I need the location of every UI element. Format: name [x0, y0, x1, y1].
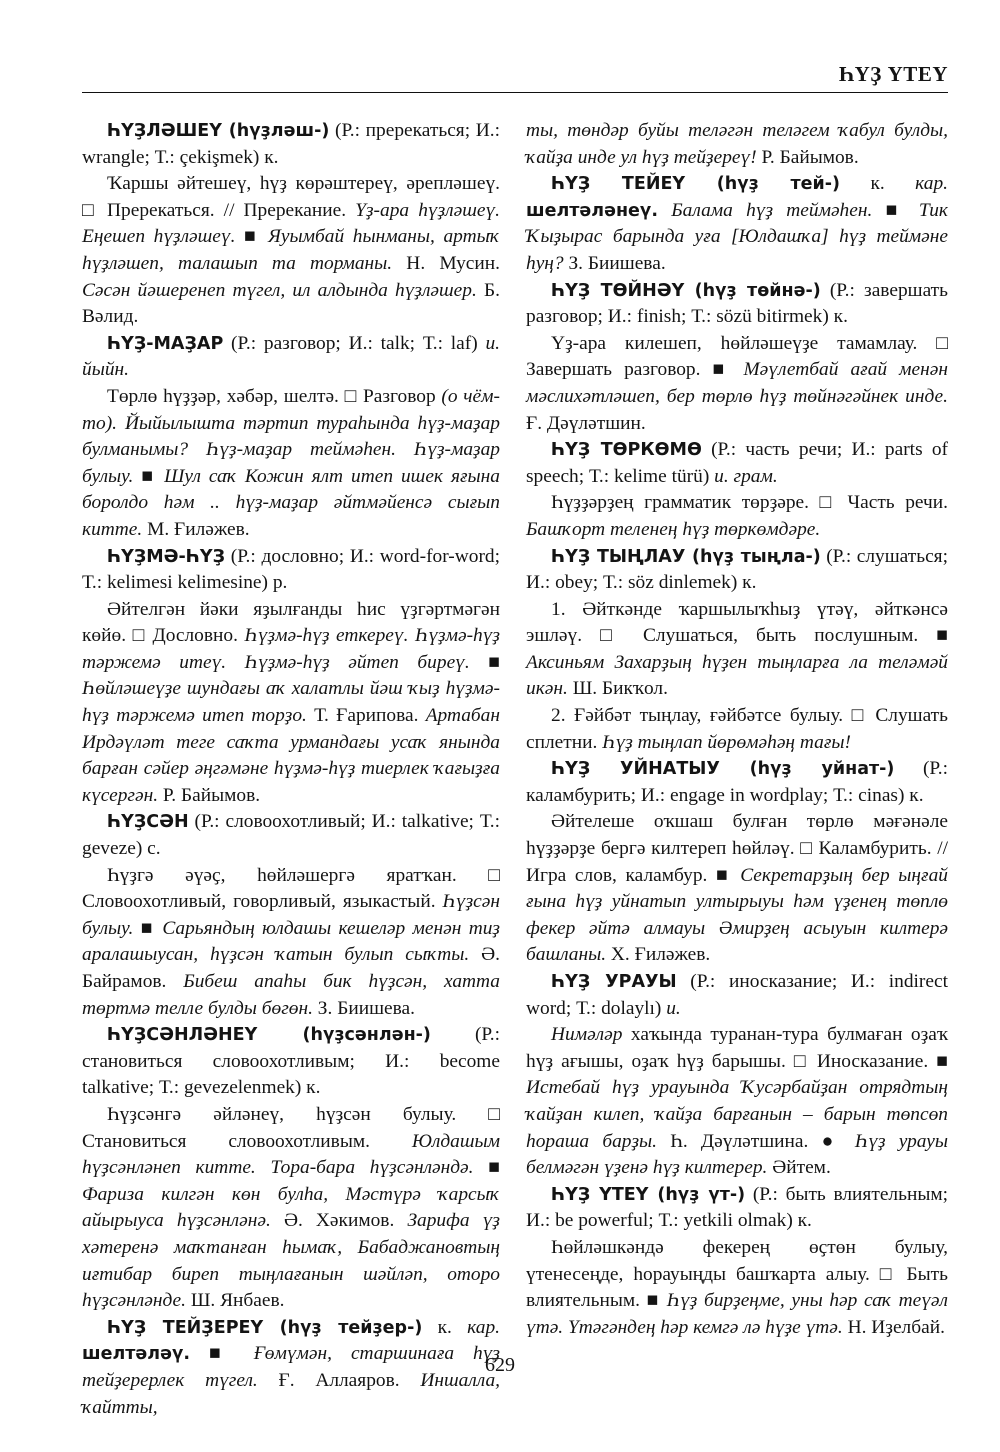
dictionary-entry-paragraph: [526, 118, 948, 171]
dictionary-entry-paragraph: [526, 331, 948, 437]
entry-text: Һүҙсәнгә әйләнеү, һүҙсән булыу. □ Становиться словоохотливым.: [82, 1103, 500, 1152]
dictionary-entry-paragraph: [82, 384, 500, 544]
entry-source: Р. Байымов.: [756, 146, 859, 168]
entry-italic-text: Һүҙ тыңлап йөрөмәһәң тағы!: [602, 731, 851, 753]
entry-text: Һүҙҙәрҙең грамматик төрҙәре. □ Часть речи.: [551, 492, 948, 514]
entry-text: Ҡаршы әйтешеү, һүҙ көрәштереү, әрепләшеү. □ Пререкаться. // Пререкание.: [82, 173, 500, 221]
headword: ҺҮҘ ТЫҢЛАУ (һүҙ тыңла-): [551, 546, 821, 567]
dictionary-entry-headword-line: [82, 118, 500, 171]
entry-source: Ә. Хәкимов.: [270, 1210, 408, 1232]
dictionary-entry-headword-line: [526, 437, 948, 490]
header-rule: [82, 92, 948, 93]
entry-source: Ә. Байрамов.: [82, 944, 500, 992]
entry-source: З. Биишева.: [312, 997, 415, 1019]
dictionary-entry-headword-line: [82, 544, 500, 597]
entry-italic-text: ■ Һүҙ бирҙеңме, уны һәр саҡ теүәл үтә. Үтәгәндең һәр кемгә лә һүҙе үтә.: [526, 1290, 948, 1338]
entry-text: Әйтелгән йәки яҙылғанды һис үҙгәртмәгән көйө. □ Дословно.: [82, 598, 500, 647]
dictionary-entry-paragraph: [526, 809, 948, 969]
entry-source: Ғ. Дәүләтшин.: [526, 412, 646, 434]
entry-italic-text: ● Һүҙ урауы белмәгән үҙенә һүҙ килтерер.: [526, 1130, 948, 1179]
dictionary-entry-paragraph: [82, 171, 500, 331]
entry-text: (Р.: разговор; И.: talk; Т.: laf): [223, 332, 486, 354]
entry-text: (Р.: завершать разговор; И.: finish; Т.: sözü bitirmek) к.: [526, 279, 949, 328]
entry-source: Б. Вәлид.: [82, 279, 500, 328]
entry-source: Т. Ғарипова.: [306, 705, 426, 727]
entry-source: З. Биишева.: [563, 252, 666, 274]
dictionary-entry-headword-line: [526, 1182, 948, 1235]
entry-text: (Р.: каламбурить; И.: engage in wordplay; Т.: cinas) к.: [526, 758, 949, 806]
entry-text: к.: [840, 173, 916, 195]
headword: ҺҮҘ УЙНАТЫУ (һүҙ уйнат-): [551, 759, 895, 780]
dictionary-entry-paragraph: [526, 1235, 948, 1341]
entry-source: Х. Ғиләжев.: [606, 944, 711, 966]
entry-text: Һүҙгә әүәҫ, һөйләшергә яратҡан. □ Словоохотливый, говорливый, языкастый.: [82, 864, 500, 913]
headword: ҺҮҘ УРАУЫ: [551, 972, 677, 992]
entry-text: 1. Әйткәнде ҡаршылыҡһыҙ үтәү, әйткәнсә эшләү. □ Слушаться, быть послушным.: [526, 598, 948, 647]
dictionary-entry-paragraph: [526, 490, 948, 543]
page-number: 629: [485, 1354, 515, 1376]
dictionary-entry-paragraph: [526, 597, 948, 703]
headword: ҺҮҘ ТЕЙЕҮ (һүҙ тей-): [551, 174, 841, 195]
left-column: [82, 118, 500, 1421]
entry-italic-text: и. грам.: [714, 465, 778, 487]
entry-text: (Р.: дословно; И.: word-for-word; Т.: kelimesi kelimesine) р.: [82, 545, 500, 594]
entry-text: Әйтелеше оҡшаш булған төрлө мәғәнәле һүҙҙәрҙе бергә килтереп һөйләү. □ Каламбурить. // Игра слов, каламбур.: [526, 811, 948, 886]
dictionary-entry-headword-line: [526, 278, 948, 331]
entry-text: (Р.: часть речи; И.: parts of speech; Т.: kelime türü): [526, 439, 948, 487]
entry-text: (Р.: слушаться; И.: obey; Т.: söz dinlemek) к.: [526, 545, 948, 594]
entry-text: (Р.: иносказание; И.: indirect word; Т.: dolaylı): [526, 971, 948, 1019]
headword: ҺҮҘСӘНЛӘНЕҮ (һүҙсәнлән-): [107, 1025, 431, 1046]
entry-italic-text: Һүҙмә-һүҙ еткереү. Һүҙмә-һүҙ тәржемә итеү. Һүҙмә-һүҙ әйтеп биреү. ■ Һөйләшеүҙе шундағы аҡ халатлы йәш ҡыҙ һүҙмә-һүҙ тәржемә итеп торҙо.: [82, 625, 500, 727]
entry-source: Һ. Дәүләтшина.: [657, 1130, 822, 1152]
entry-italic-text: Балама һүҙ теймәһен. ■ Тик Ҡыҙырас барында уға [Юлдашҡа] һүҙ теймәне һуң?: [526, 199, 948, 274]
entry-italic-text: Иншалла, ҡайтты,: [82, 1369, 500, 1418]
entry-text: (Р.: пререкаться; И.: wrangle; Т.: çekişmek) к.: [82, 120, 500, 168]
entry-source: Ш. Бикҡол.: [567, 678, 668, 700]
dictionary-entry-paragraph: [526, 1022, 948, 1182]
entry-source: Ш. Янбаев.: [185, 1290, 285, 1312]
entry-italic-text: Зарифа үҙ хәтеренә маҡтанған һымаҡ, Бабаджановтың иғтибар биреп тыңлағанын шәйләп, оторо һүҙсәнләнде.: [82, 1210, 500, 1312]
entry-text: к.: [422, 1316, 468, 1338]
dictionary-entry-paragraph: [82, 863, 500, 1023]
entry-source: Н. Мусин.: [392, 252, 500, 274]
entry-source: Әйтем.: [767, 1157, 831, 1179]
entry-italic-text: Юлдашым һүҙсәнләнеп китте. Тора-бара һүҙсәнләндә. ■ Фариза килгән көн булһа, Мәстүрә ҡарсыҡ айырыуса һүҙсәнләнә.: [82, 1130, 500, 1232]
entry-text: (Р.: становиться словоохотливым; И.: become talkative; Т.: gevezelenmek) к.: [82, 1024, 501, 1099]
entry-italic-text: Башҡорт теленең һүҙ төркөмдәре.: [526, 518, 821, 540]
dictionary-entry-headword-line: [526, 969, 948, 1022]
entry-text: (Р.: словоохотливый; И.: talkative; Т.: geveze) с.: [82, 811, 500, 860]
entry-source: Н. Иҙелбай.: [842, 1316, 945, 1338]
dictionary-entry-headword-line: [82, 331, 500, 384]
entry-text: Төрлө һүҙҙәр, хәбәр, шелтә. □ Разговор: [107, 385, 442, 407]
headword: ҺҮҘ ТӨЙНӘҮ (һүҙ төйнә-): [551, 280, 821, 301]
entry-bold-text: шелтәләү.: [82, 1344, 191, 1365]
entry-italic-text: ты, төндәр буйы теләгән теләгем ҡабул булды, ҡайҙа инде ул һүҙ тейҙереү!: [526, 120, 948, 168]
right-column: [526, 118, 948, 1341]
entry-italic-text: кар.: [467, 1316, 500, 1338]
entry-italic-text: Нимәләр: [551, 1024, 623, 1046]
entry-italic-text: и.: [666, 997, 681, 1019]
entry-text: (Р.: быть влиятельным; И.: be powerful; Т.: yetkili olmak) к.: [526, 1183, 949, 1232]
headword: ҺҮҘЛӘШЕҮ (һүҙләш-): [107, 121, 330, 141]
entry-italic-text: (о чём-то). Йыйылышта тәртип тураһында һүҙ-маҙар булманымы? Һүҙ-маҙар теймәһен. Һүҙ-маҙар булыу. ■ Шул саҡ Кожин ялт итеп ишек яғына боролдо һәм .. һүҙ-маҙар әйтмәйенсә сығып китте.: [82, 385, 500, 540]
headword: ҺҮҘ-МАҘАР: [107, 333, 224, 354]
entry-source: хаҡында туранан-тура булмаған оҙаҡ һүҙ ағышы, оҙаҡ һүҙ барышы. □ Иносказание.: [526, 1024, 948, 1072]
headword: ҺҮҘ ҮТЕҮ (һүҙ үт-): [551, 1184, 746, 1205]
entry-italic-text: Бибеш апаһы бик һүҙсән, хатта төртмә телле булды бөгөн.: [82, 971, 500, 1019]
headword: ҺҮҘ ТЕЙҘЕРЕҮ (һүҙ тейҙер-): [107, 1317, 423, 1338]
entry-italic-text: и. йыйн.: [82, 332, 500, 381]
entry-text: Һөйләшкәндә фекерең өҫтөн булыу, үтенесеңде, һорауыңды башҡарта алыу. □ Быть влиятельным.: [526, 1236, 948, 1312]
dictionary-entry-paragraph: [82, 597, 500, 810]
dictionary-entry-headword-line: [526, 756, 948, 809]
entry-bold-text: шелтәләнеү.: [526, 200, 658, 221]
entry-italic-text: ■ Секретарҙың бер ыңғай ғына һүҙ уйнатып ултырыуы һәм үҙенең төплө фекер әйтә алмауы Әмирҙең асыуын килтерә башланы.: [526, 864, 948, 966]
headword: ҺҮҘСӘН: [107, 812, 189, 833]
entry-italic-text: ■ Ғөмүмән, старшинаға һүҙ тейҙерерлек түгел.: [82, 1343, 500, 1391]
dictionary-entry-headword-line: [82, 809, 500, 862]
entry-italic-text: ■ Истебай һүҙ урауында Ҡусәрбайҙан отрядтың ҡайҙан килеп, ҡайҙа барғанын – барын төпсөп һораша барҙы.: [526, 1050, 948, 1152]
dictionary-entry-headword-line: [82, 1022, 500, 1102]
entry-italic-text: ■ Мәүлетбай ағай менән мәслихәтләшеп, бер төрлө һүҙ төйнәгәйнек инде.: [526, 359, 948, 407]
entry-italic-text: Артабан Ирдәүләт теге саҡта урмандағы усаҡ янында барған сәйер әңгәмәне һүҙмә-һүҙ тиерлек ҡағыҙға күсергән.: [82, 705, 500, 806]
dictionary-entry-headword-line: [526, 544, 948, 597]
headword: ҺҮҘ ТӨРКӨМӨ: [551, 440, 702, 461]
running-head: ҺҮҘ ҮТЕҮ: [838, 62, 948, 86]
entry-italic-text: Һүҙсән булыу. ■ Сарьяндың юлдашы кешеләр менән тиҙ аралашыусан, һүҙсән ҡатын булып сыҡты.: [82, 891, 500, 966]
entry-italic-text: ■ Аксиньям Захарҙың һүҙен тыңларға ла теләмәй икән.: [526, 625, 948, 700]
entry-text: 2. Ғәйбәт тыңлау, ғәйбәтсе булыу. □ Слушать сплетни.: [526, 705, 948, 753]
entry-italic-text: кар.: [915, 173, 948, 195]
dictionary-entry-paragraph: [526, 703, 948, 756]
entry-text: Үҙ-ара килешеп, һөйләшеүҙе тамамлау. □ Завершать разговор.: [526, 332, 948, 381]
dictionary-entry-paragraph: [82, 1102, 500, 1315]
dictionary-entry-headword-line: [526, 171, 948, 277]
entry-source: М. Ғиләжев.: [142, 518, 250, 540]
entry-italic-text: Сәсән йәшеренеп түгел, ил алдында һүҙләшер.: [82, 279, 477, 301]
headword: ҺҮҘМӘ-ҺҮҘ: [107, 546, 226, 567]
entry-source: Ғ. Аллаяров.: [257, 1369, 421, 1391]
entry-source: Р. Байымов.: [158, 784, 261, 806]
entry-italic-text: Үҙ-ара һүҙләшеү. Еңешеп һүҙләшеү. ■ Яуымбай һынманы, артыҡ һүҙләшеп, талашып та торманы.: [82, 199, 500, 274]
